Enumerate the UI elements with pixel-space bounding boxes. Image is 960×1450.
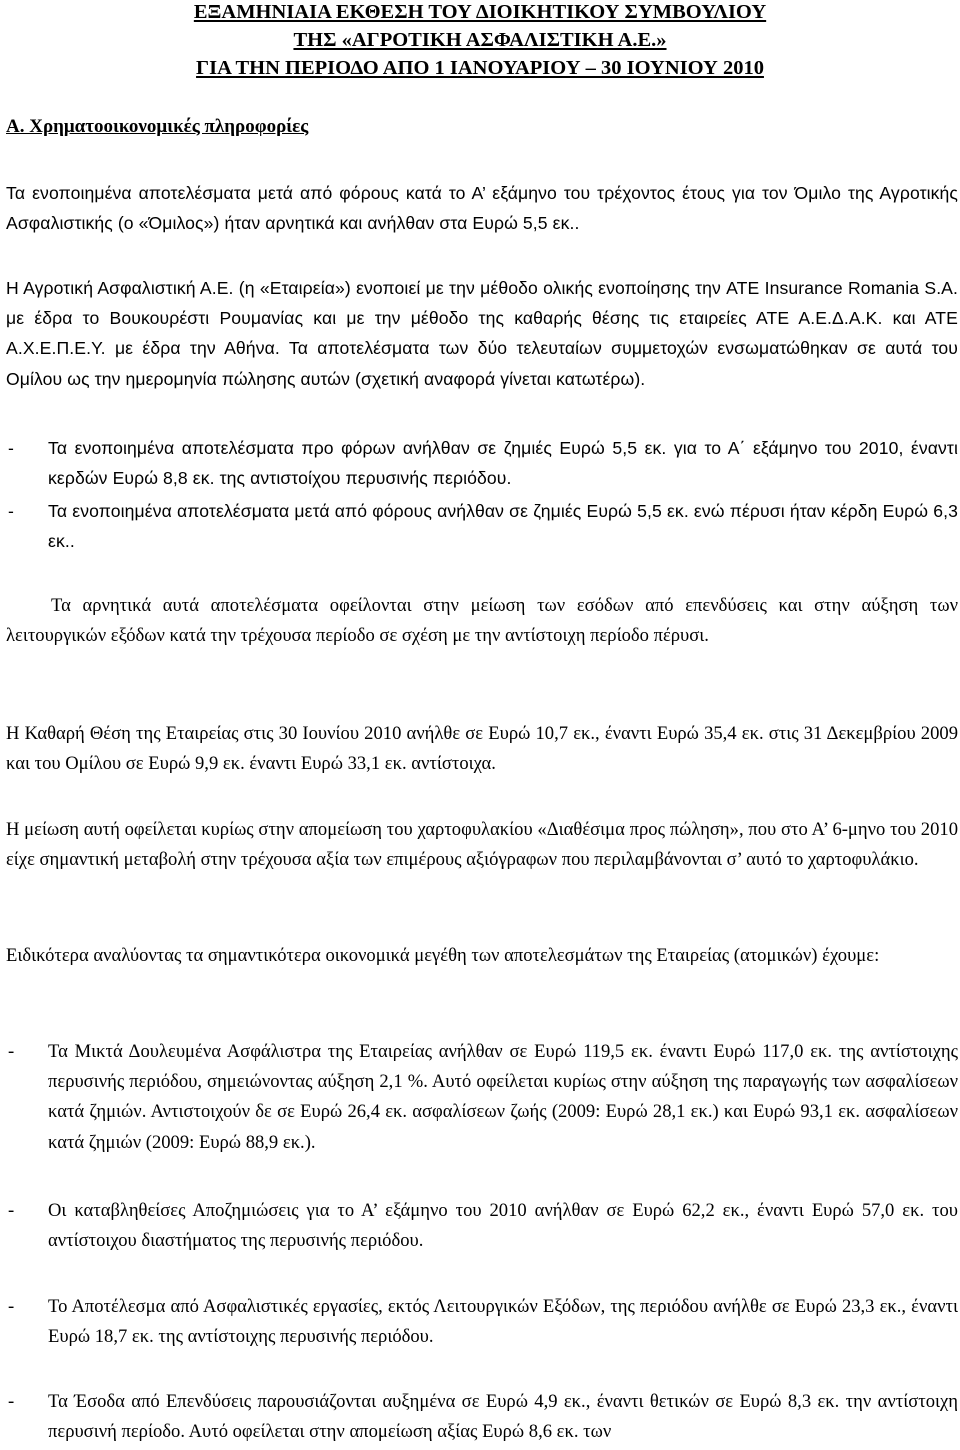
- bullet-dash: -: [8, 438, 14, 458]
- bullet-dash: -: [8, 1200, 15, 1221]
- report-title-line-2: ΤΗΣ «ΑΓΡΟΤΙΚΗ ΑΣΦΑΛΙΣΤΙΚΗ Α.Ε.»: [293, 29, 667, 51]
- item-text: Οι καταβληθείσες Αποζημιώσεις για το Α’ εξάμηνο του 2010 ανήλθαν σε Ευρώ 62,2 εκ., έναντι Ευρώ 57,0 εκ. του αντίστοιχου διαστήματος της περυσινής περιόδου.: [48, 1200, 958, 1252]
- bullet-text: Τα ενοποιημένα αποτελέσματα προ φόρων ανήλθαν σε ζημιές Ευρώ 5,5 εκ. για το Α΄ εξάμηνο του 2010, έναντι κερδών Ευρώ 8,8 εκ. της αντιστοίχου περυσινής περιόδου.: [48, 438, 958, 489]
- report-title-line-3: ΓΙΑ ΤΗΝ ΠΕΡΙΟΔΟ ΑΠΟ 1 ΙΑΝΟΥΑΡΙΟΥ – 30 ΙΟΥΝΙΟΥ 2010: [196, 57, 764, 79]
- negative-results-paragraph: Τα αρνητικά αυτά αποτελέσματα οφείλονται στην μείωση των εσόδων από επενδύσεις και στην αύξηση των λειτουργικών εξόδων κατά την τρέχουσα περίοδο σε σχέση με την αντίστοιχη περίοδο πέρυσι.: [6, 595, 958, 647]
- bullet-dash: -: [8, 1391, 15, 1412]
- bullet-dash: -: [8, 501, 14, 521]
- bullet-dash: -: [8, 1296, 15, 1317]
- analysis-intro-paragraph: Ειδικότερα αναλύοντας τα σημαντικότερα οικονομικά μεγέθη των αποτελεσμάτων της Εταιρείας (ατομικών) έχουμε:: [6, 945, 880, 966]
- report-title-line-1: ΕΞΑΜΗΝΙΑΙΑ ΕΚΘΕΣΗ ΤΟΥ ΔΙΟΙΚΗΤΙΚΟΥ ΣΥΜΒΟΥΛΙΟΥ: [193, 1, 767, 23]
- consolidation-paragraph: Η Αγροτική Ασφαλιστική Α.Ε. (η «Εταιρεία») ενοποιεί με την μέθοδο ολικής ενοποίησης την ATE Insurance Romania S.A. με έδρα το Βουκουρέστι Ρουμανίας και με την μέθοδο της καθαρής θέσης τις εταιρείες ΑΤΕ Α.Ε.Δ.Α.Κ. και ΑΤΕ Α.Χ.Ε.Π.Ε.Υ. με έδρα την Αθήνα. Τα αποτελέσματα των δύο τελευταίων συμμετοχών ενσωματώθηκαν σε αυτά του Ομίλου ως την ημερομηνία πώλησης αυτών (σχετική αναφορά γίνεται κατωτέρω).: [6, 278, 958, 389]
- bullet-text: Τα ενοποιημένα αποτελέσματα μετά από φόρους ανήλθαν σε ζημιές Ευρώ 5,5 εκ. ενώ πέρυσι ήταν κέρδη Ευρώ 6,3 εκ..: [48, 501, 958, 552]
- item-text: Τα Έσοδα από Επενδύσεις παρουσιάζονται αυξημένα σε Ευρώ 4,9 εκ., έναντι θετικών σε Ευρώ 8,3 εκ. την αντίστοιχη περυσινή περίοδο. Αυτό οφείλεται στην απομείωση αξίας Ευρώ 8,6 εκ. των: [48, 1391, 958, 1443]
- bullet-dash: -: [8, 1041, 15, 1062]
- item-text: Τα Μικτά Δουλευμένα Ασφάλιστρα της Εταιρείας ανήλθαν σε Ευρώ 119,5 εκ. έναντι Ευρώ 117,0 εκ. της αντίστοιχης περυσινής περιόδου, σημειώνοντας αύξηση 2,1 %. Αυτό οφείλεται κυρίως στην αύξηση της παραγωγής των ασφαλίσεων κατά ζημιών. Αντιστοιχούν δε σε Ευρώ 26,4 εκ. ασφαλίσεων ζωής (2009: Ευρώ 28,1 εκ.) και Ευρώ 93,1 εκ. ασφαλίσεων κατά ζημιών (2009: Ευρώ 88,9 εκ.).: [48, 1041, 958, 1153]
- decrease-paragraph: Η μείωση αυτή οφείλεται κυρίως στην απομείωση του χαρτοφυλακίου «Διαθέσιμα προς πώληση», που στο Α’ 6-μηνο του 2010 είχε σημαντική μεταβολή στην τρέχουσα αξία των επιμέρους αξιόγραφων που περιλαμβάνονται σ’ αυτό το χαρτοφυλάκιο.: [6, 819, 958, 871]
- section-title: Α. Χρηματοοικονομικές πληροφορίες: [6, 116, 309, 137]
- intro-paragraph: Τα ενοποιημένα αποτελέσματα μετά από φόρους κατά το Α’ εξάμηνο του τρέχοντος έτους για τον Όμιλο της Αγροτικής Ασφαλιστικής (ο «Όμιλος») ήταν αρνητικά και ανήλθαν στα Ευρώ 5,5 εκ..: [6, 183, 958, 234]
- item-text: Το Αποτέλεσμα από Ασφαλιστικές εργασίες, εκτός Λειτουργικών Εξόδων, της περιόδου ανήλθε σε Ευρώ 23,3 εκ., έναντι Ευρώ 18,7 εκ. της αντίστοιχης περυσινής περιόδου.: [48, 1296, 958, 1348]
- equity-paragraph: Η Καθαρή Θέση της Εταιρείας στις 30 Ιουνίου 2010 ανήλθε σε Ευρώ 10,7 εκ., έναντι Ευρώ 35,4 εκ. στις 31 Δεκεμβρίου 2009 και του Ομίλου σε Ευρώ 9,9 εκ. έναντι Ευρώ 33,1 εκ. αντίστοιχα.: [6, 723, 958, 775]
